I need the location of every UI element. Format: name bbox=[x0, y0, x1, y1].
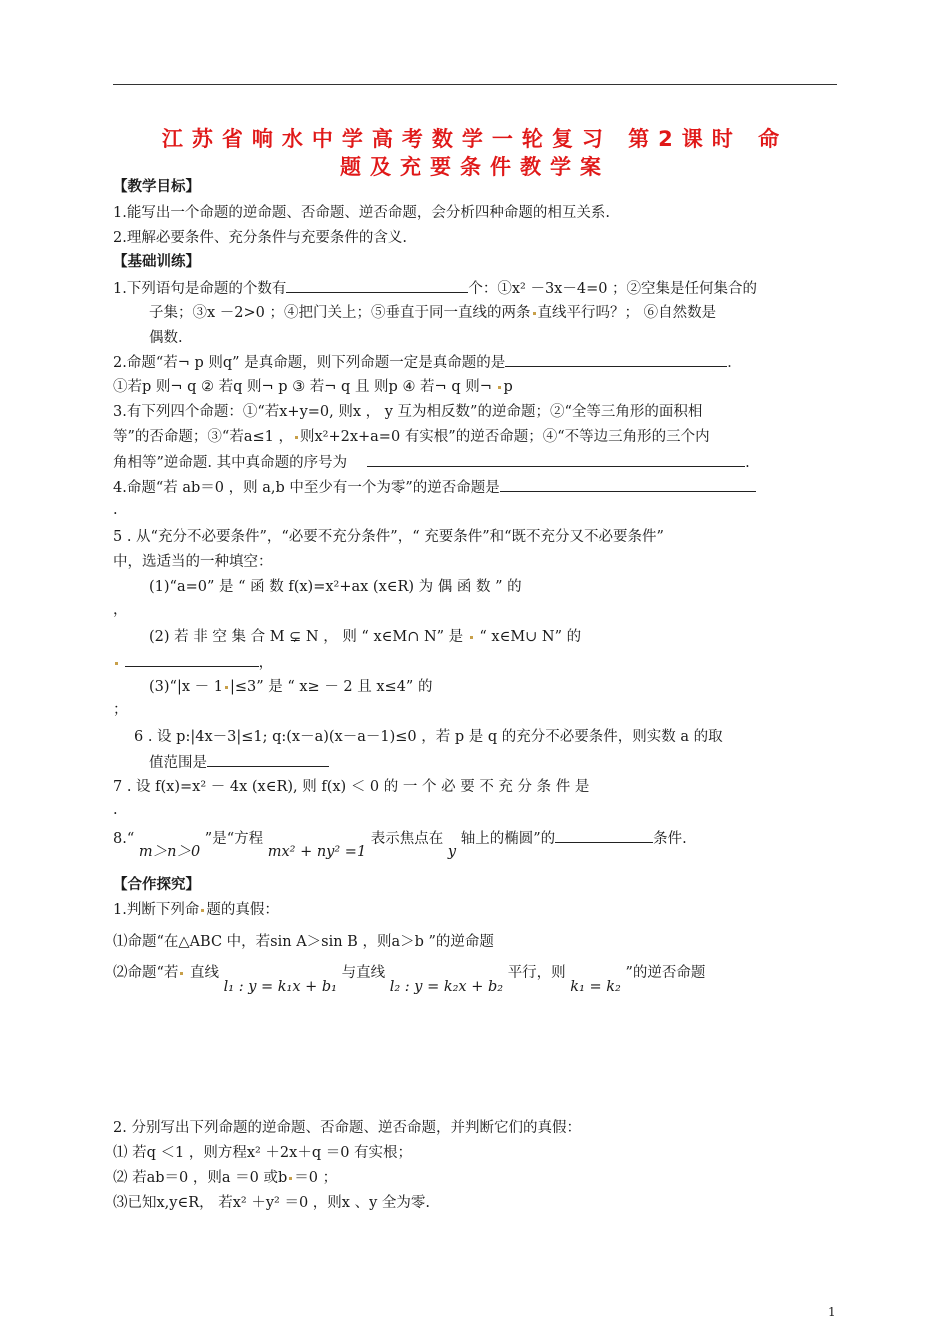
q6-answer-blank[interactable] bbox=[207, 752, 329, 767]
q5-item1: (1)“a=0” 是 “ 函 数 f(x)=x²+ax (x∈R) 为 偶 函 数 ” 的 bbox=[149, 579, 522, 595]
q2-line1: 2.命题“若¬ p 则q” 是真命题，则下列命题一定是真命题的是 ． bbox=[113, 352, 742, 373]
e2-heading: 2. 分别写出下列命题的逆命题、否命题、逆否命题，并判断它们的真假： bbox=[113, 1120, 581, 1136]
q5-item1-end: ， bbox=[113, 602, 128, 618]
title-line-2: 题及充要条件教学案 bbox=[340, 155, 610, 179]
q5-item3: (3)“|x － 1 |≤3” 是 “ x≥ － 2 且 x≤4” 的 bbox=[149, 679, 433, 695]
page-number: 1 bbox=[828, 1305, 836, 1319]
e1-item1: ⑴命题“在△ABC 中，若sin A＞sin B ，则a＞b ”的逆命题 bbox=[113, 934, 494, 950]
line-l2-equation: l₂ : y = k₂x + b₂ bbox=[389, 979, 504, 995]
e2-item3: ⑶已知x,y∈R， 若x² ＋y² ＝0 ，则x 、y 全为零. bbox=[113, 1195, 430, 1211]
q4-answer-blank[interactable] bbox=[500, 477, 756, 492]
q1-line3: 偶数. bbox=[149, 330, 183, 346]
q5-item3-end: ； bbox=[113, 702, 128, 718]
q1-line1: 1.下列语句是命题的个数有 个：①x² －3x－4=0 ；②空集是任何集合的 bbox=[113, 278, 757, 299]
q8-equation: mx² + ny² =1 bbox=[267, 844, 367, 860]
q3-answer-blank[interactable] bbox=[367, 452, 745, 467]
q5-line1: 5 . 从“充分不必要条件”，“必要不充分条件”，“ 充要条件”和“既不充分又不必要条件” bbox=[113, 529, 664, 545]
q6-line2: 值范围是 bbox=[149, 752, 329, 773]
slope-equation: k₁ = k₂ bbox=[570, 979, 621, 995]
q4-end: . bbox=[113, 502, 118, 518]
e1-item2: ⑵命题“若 直线 l₁ : y = k₁x + b₁ 与直线 l₂ : y = k₂x + b₂ 平行，则 k₁ = k₂ ”的逆否命题 bbox=[113, 965, 706, 995]
q8-condition: m＞n＞0 bbox=[138, 844, 201, 860]
q6-line1: 6 . 设 p:|4x－3|≤1; q:(x－a)(x－a－1)≤0 ，若 p 是 q 的充分不必要条件，则实数 a 的取 bbox=[134, 729, 723, 745]
q3-line1: 3.有下列四个命题：①“若x+y=0, 则x ， y 互为相反数”的逆命题；②“全等三角形的面积相 bbox=[113, 404, 703, 420]
line-l1-equation: l₁ : y = k₁x + b₁ bbox=[223, 979, 337, 995]
e2-item1: ⑴ 若q ＜1 ，则方程x² ＋2x＋q ＝0 有实根； bbox=[113, 1145, 413, 1161]
q2-options: ①若p 则¬ q ② 若q 则¬ p ③ 若¬ q 且 则p ④ 若¬ q 则¬ p bbox=[113, 379, 513, 395]
section-goals: 【教学目标】 bbox=[113, 178, 200, 195]
q5-answer-blank[interactable] bbox=[125, 652, 259, 667]
goal-2: 2.理解必要条件、充分条件与充要条件的含义. bbox=[113, 230, 407, 246]
q3-line3: 角相等”逆命题. 其中真命题的序号为 . bbox=[113, 452, 750, 473]
e2-item2: ⑵ 若ab＝0 ，则a ＝0 或b ＝0 ； bbox=[113, 1170, 338, 1186]
q3-line2: 等”的否命题；③“若a≤1 ， 则x²+2x+a=0 有实根”的逆否命题；④“不等边三角形的三个内 bbox=[113, 429, 710, 445]
goal-1: 1.能写出一个命题的逆命题、否命题、逆否命题，会分析四种命题的相互关系. bbox=[113, 205, 610, 221]
q4-line1: 4.命题“若 ab＝0 ，则 a,b 中至少有一个为零”的逆否命题是 bbox=[113, 477, 756, 498]
section-basic: 【基础训练】 bbox=[113, 253, 200, 270]
q5-line2: 中，选适当的一种填空： bbox=[113, 554, 273, 570]
section-explore: 【合作探究】 bbox=[113, 876, 200, 893]
e1-heading: 1.判断下列命 题的真假： bbox=[113, 902, 279, 918]
q5-item2-blank-line: ， bbox=[113, 652, 273, 673]
q1-line2: 子集；③x －2>0 ；④把门关上；⑤垂直于同一直线的两条 直线平行吗？； ⑥自然数是 bbox=[149, 305, 717, 321]
q5-item2: (2) 若 非 空 集 合 M ⊊ N ， 则 “ x∈M∩ N” 是 “ x∈M∪ N” 的 bbox=[149, 629, 582, 645]
title-line-1: 江苏省响水中学高考数学一轮复习 第2课时 命 bbox=[161, 127, 789, 151]
q8-line: 8.“ m＞n＞0 ”是“方程 mx² + ny² =1 表示焦点在 y 轴上的椭圆”的 条件. bbox=[113, 828, 687, 849]
q8-answer-blank[interactable] bbox=[555, 828, 653, 843]
q2-answer-blank[interactable] bbox=[505, 352, 727, 367]
q7-line1: 7 . 设 f(x)=x² － 4x (x∈R), 则 f(x) ＜ 0 的 一 个 必 要 不 充 分 条 件 是 bbox=[113, 779, 590, 795]
q1-answer-blank[interactable] bbox=[286, 278, 468, 293]
q7-end: . bbox=[113, 802, 118, 818]
header-rule bbox=[113, 84, 837, 85]
